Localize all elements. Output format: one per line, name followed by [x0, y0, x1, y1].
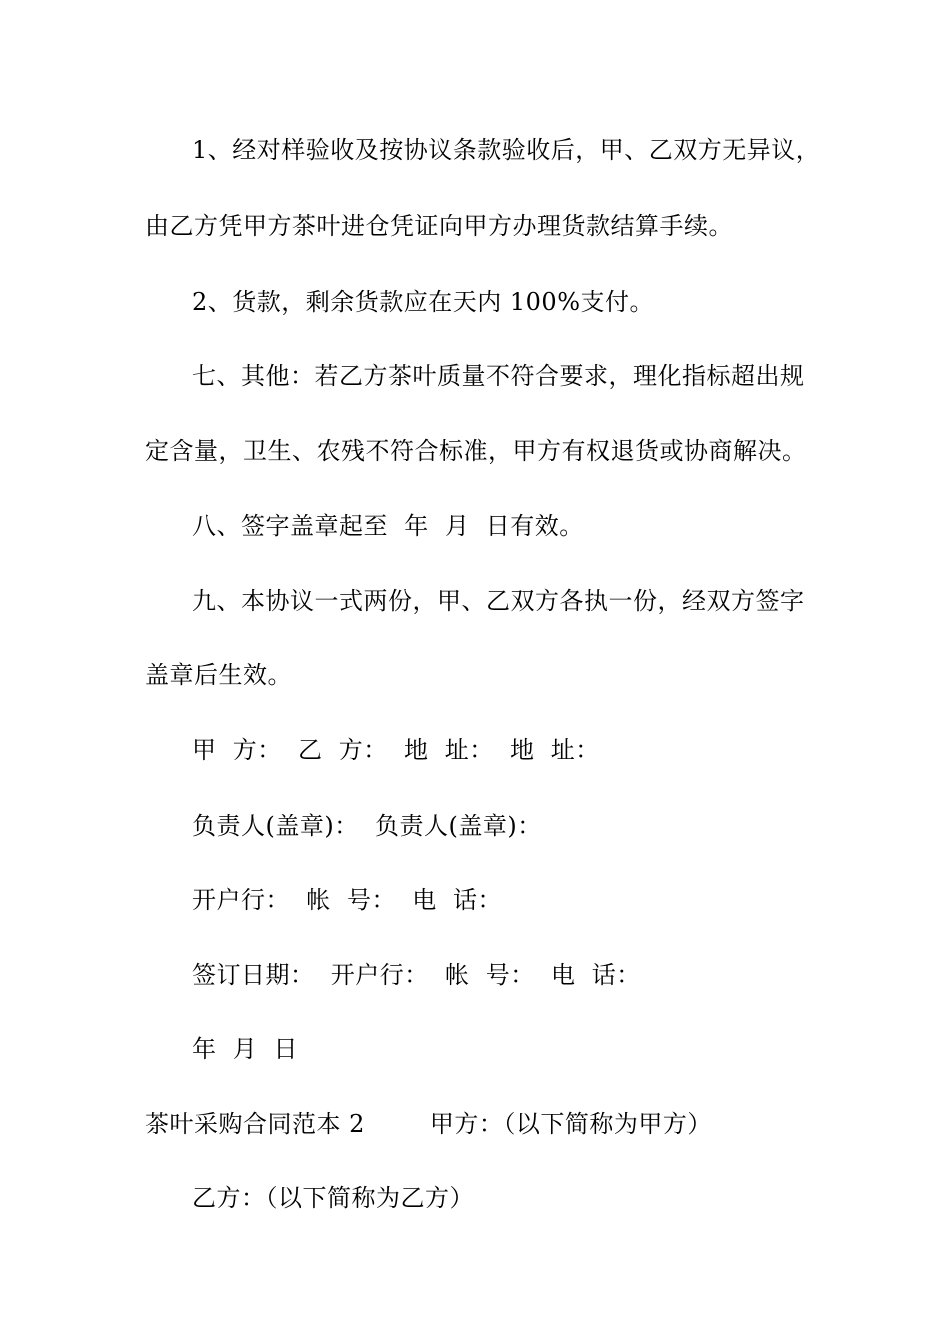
clause-validity: 八、签字盖章起至 年 月 日有效。 — [192, 512, 584, 540]
contract-template-2-heading: 茶叶采购合同范本 2 甲方：（以下简称为甲方） — [145, 1110, 712, 1138]
responsible-person-row: 负责人(盖章)： 负责人(盖章)： — [192, 812, 542, 840]
clause-acceptance-line-2: 由乙方凭甲方茶叶进仓凭证向甲方办理货款结算手续。 — [145, 212, 733, 240]
clause-payment: 2、货款，剩余货款应在天内 100%支付。 — [192, 288, 655, 316]
signing-date-row: 签订日期： 开户行： 帐 号： 电 话： — [192, 961, 641, 989]
party-address-row: 甲 方： 乙 方： 地 址： 地 址： — [192, 736, 600, 764]
clause-other-line-1: 七、其他：若乙方茶叶质量不符合要求，理化指标超出规 — [192, 362, 805, 390]
clause-copies-line-2: 盖章后生效。 — [145, 661, 292, 689]
clause-copies-line-1: 九、本协议一式两份，甲、乙双方各执一份，经双方签字 — [192, 587, 805, 615]
party-b-line: 乙方：（以下简称为乙方） — [192, 1184, 474, 1212]
bank-info-row: 开户行： 帐 号： 电 话： — [192, 886, 503, 914]
date-placeholder-row: 年 月 日 — [192, 1035, 299, 1063]
clause-acceptance-line-1: 1、经对样验收及按协议条款验收后，甲、乙双方无异议， — [192, 136, 821, 164]
clause-other-line-2: 定含量，卫生、农残不符合标准，甲方有权退货或协商解决。 — [145, 437, 807, 465]
